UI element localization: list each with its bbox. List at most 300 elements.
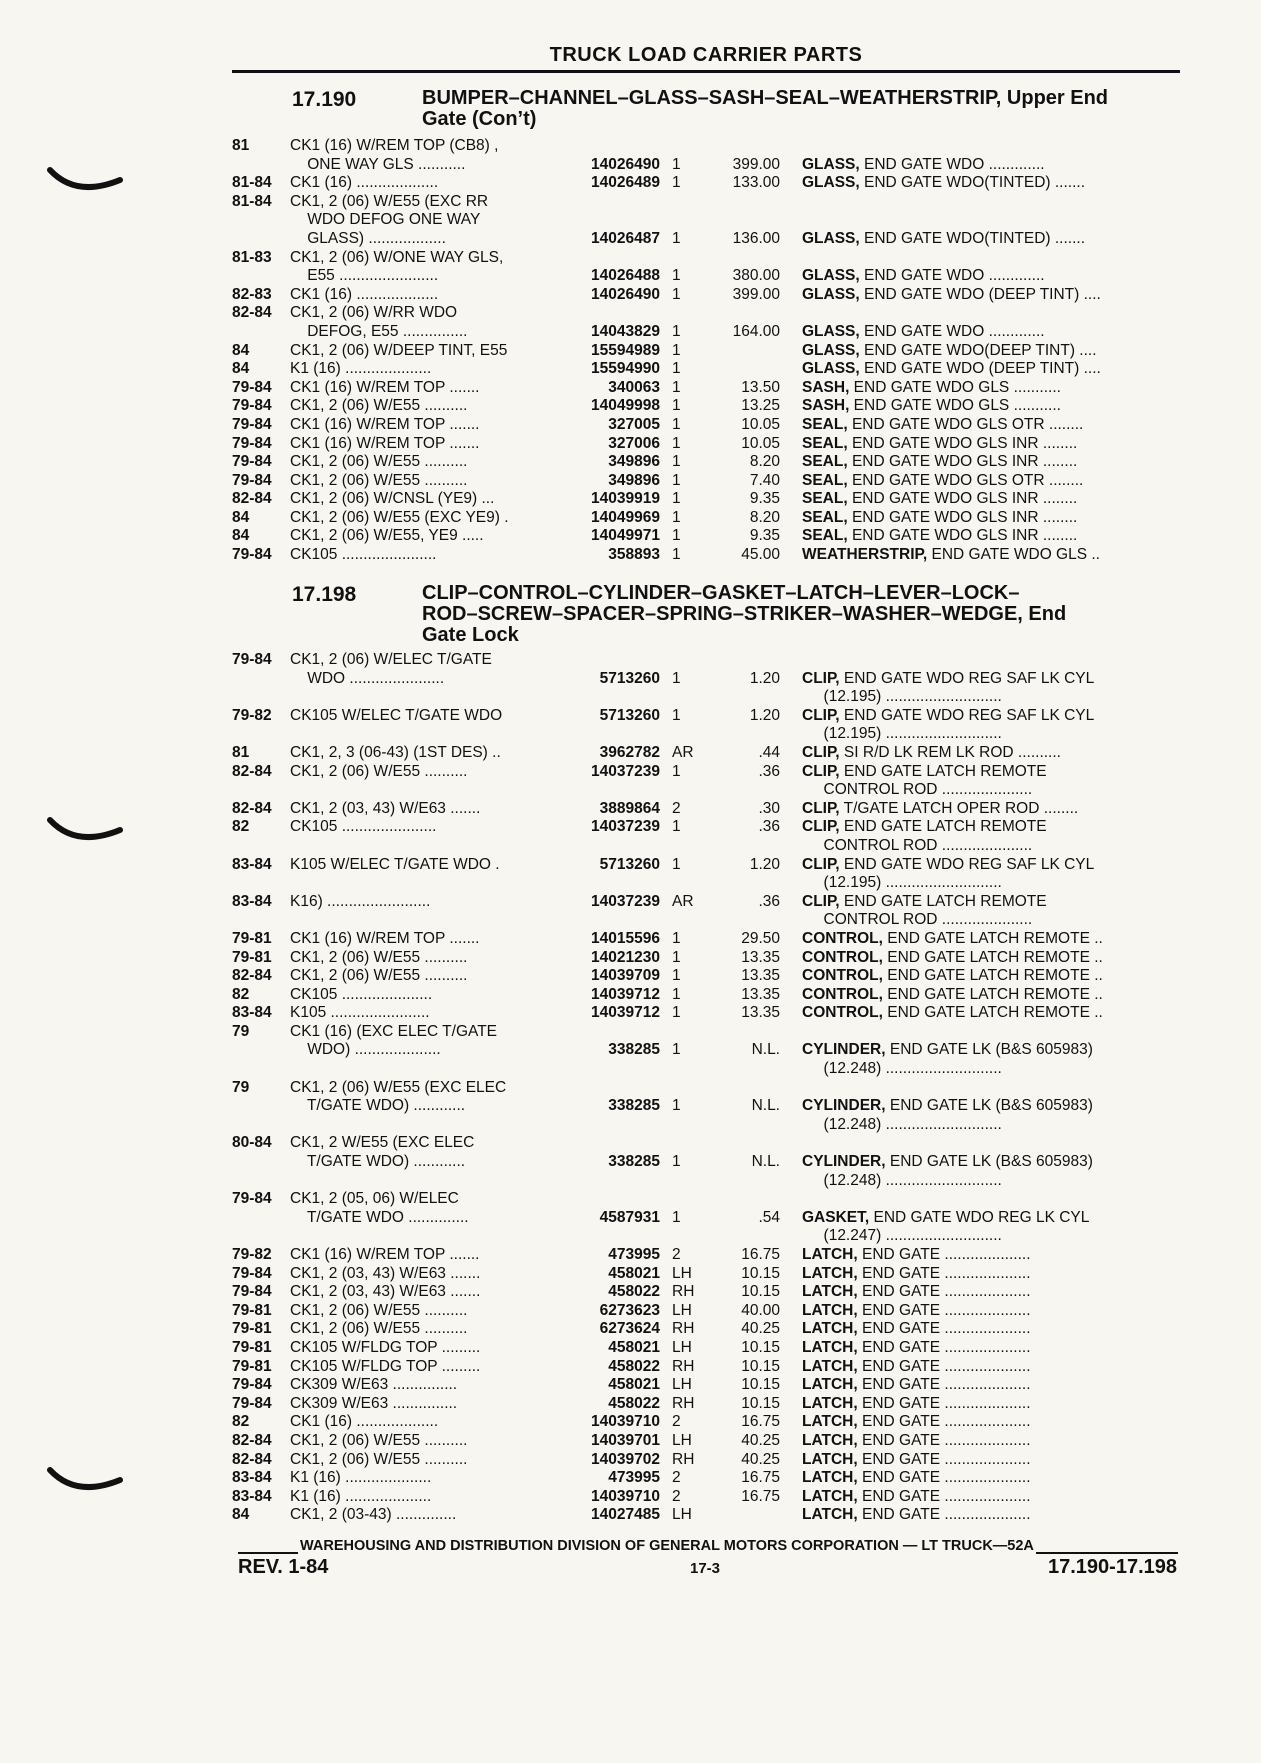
table-row [232, 725, 1192, 744]
description-detail: END GATE .................... [857, 1506, 1031, 1524]
description-part-name: LATCH, [802, 1357, 858, 1375]
price-cell: 13.25 [741, 397, 780, 415]
description-part-name: CLIP, [802, 706, 840, 724]
description-detail: (12.247) ........................... [802, 1227, 1002, 1245]
part-number-cell: 14021230 [591, 948, 660, 966]
part-number-cell: 458022 [608, 1394, 660, 1412]
part-number-cell: 458022 [608, 1283, 660, 1301]
quantity-cell: RH [672, 1450, 695, 1468]
model-year-cell: 81-83 [232, 248, 272, 266]
part-number-cell: 15594989 [591, 341, 660, 359]
application-cell: CK105 W/FLDG TOP ......... [290, 1338, 481, 1356]
model-year-cell: 79-84 [232, 1283, 272, 1301]
table-row [232, 397, 1192, 416]
model-year-cell: 83-84 [232, 1469, 272, 1487]
application-cell: CK1 (16) W/REM TOP ....... [290, 415, 480, 433]
description-detail: (12.195) ........................... [802, 688, 1002, 706]
price-cell: 1.20 [749, 669, 780, 687]
price-cell: 13.35 [741, 948, 780, 966]
table-row [232, 360, 1192, 379]
price-cell: 9.35 [749, 490, 780, 508]
price-cell: 10.05 [741, 415, 780, 433]
model-year-cell: 81-84 [232, 174, 272, 192]
price-cell: 399.00 [732, 285, 780, 303]
footer-division-line [238, 1538, 1178, 1554]
application-cell: CK1 (16) ................... [290, 1413, 439, 1431]
application-cell: CK1, 2 (06) W/E55 .......... [290, 948, 468, 966]
quantity-cell: 1 [672, 490, 681, 508]
model-year-cell: 79-84 [232, 1190, 272, 1208]
description-detail: END GATE WDO GLS INR ........ [847, 490, 1078, 508]
application-cell: CK105 W/FLDG TOP ......... [290, 1357, 481, 1375]
model-year-cell: 79-81 [232, 948, 272, 966]
quantity-cell: 1 [672, 1004, 681, 1022]
application-cell: CK1 (16) W/REM TOP (CB8) , [290, 137, 499, 154]
revision-label: REV. 1-84 [238, 1556, 329, 1578]
model-year-cell: 84 [232, 527, 250, 545]
description-part-name: GLASS, [802, 267, 860, 285]
description-cell [780, 174, 1150, 193]
description-cell [780, 1320, 1150, 1339]
table-row [232, 1190, 1192, 1209]
table-row [232, 527, 1192, 546]
part-number-cell: 14039919 [591, 490, 660, 508]
model-year-cell: 82-84 [232, 1431, 272, 1449]
description-part-name: CYLINDER, [802, 1153, 886, 1171]
part-number-cell: 14043829 [591, 322, 660, 340]
part-number-cell: 338285 [608, 1153, 660, 1171]
part-number-cell: 14039701 [591, 1431, 660, 1449]
quantity-cell: 1 [672, 229, 681, 247]
description-part-name: CLIP, [802, 762, 840, 780]
description-detail: END GATE .................... [857, 1357, 1031, 1375]
description-cell [780, 1469, 1150, 1488]
price-cell: 16.75 [741, 1469, 780, 1487]
price-cell: N.L. [751, 1097, 780, 1115]
application-cell: CK1 (16) W/REM TOP ....... [290, 378, 480, 396]
description-detail: END GATE WDO ............. [859, 322, 1045, 340]
application-cell: T/GATE WDO) ............ [290, 1153, 466, 1171]
description-part-name: LATCH, [802, 1264, 858, 1282]
model-year-cell: 82 [232, 1413, 250, 1431]
description-cell [780, 1246, 1150, 1265]
part-number-cell: 15594990 [591, 360, 660, 378]
price-cell: 40.00 [741, 1301, 780, 1319]
description-detail: END GATE WDO(TINTED) ....... [859, 174, 1086, 192]
application-cell: CK1, 2 (06) W/E55 (EXC RR [290, 192, 489, 210]
application-cell: CK1, 2 (05, 06) W/ELEC [290, 1190, 459, 1208]
price-cell: .44 [758, 743, 780, 761]
application-cell: GLASS) .................. [290, 229, 446, 247]
price-cell: 10.15 [741, 1283, 780, 1301]
quantity-cell: LH [672, 1431, 692, 1449]
table-row [232, 1265, 1192, 1284]
table-row [232, 1302, 1192, 1321]
description-cell [780, 156, 1150, 175]
part-number-cell: 14026489 [591, 174, 660, 192]
part-number-cell: 3889864 [599, 799, 660, 817]
application-cell: CK1, 2 (06) W/CNSL (YE9) ... [290, 490, 495, 508]
description-detail: END GATE WDO GLS ........... [849, 378, 1061, 396]
quantity-cell: 1 [672, 929, 681, 947]
price-cell: 16.75 [741, 1246, 780, 1263]
quantity-cell: AR [672, 892, 694, 910]
table-row [232, 1469, 1192, 1488]
part-number-cell: 14026488 [591, 267, 660, 285]
description-part-name: CYLINDER, [802, 1097, 886, 1115]
table-row [232, 267, 1192, 286]
price-cell: .36 [758, 818, 780, 836]
description-detail: END GATE .................... [857, 1450, 1031, 1468]
model-year-cell: 79-81 [232, 1301, 272, 1319]
description-cell [780, 856, 1150, 875]
description-cell [780, 1209, 1150, 1228]
quantity-cell: LH [672, 1376, 692, 1394]
application-cell: CK1, 2 (06) W/E55, YE9 ..... [290, 527, 484, 545]
table-row [232, 453, 1192, 472]
table-row [232, 490, 1192, 509]
price-cell: 7.40 [749, 471, 780, 489]
quantity-cell: RH [672, 1320, 695, 1338]
description-part-name: CONTROL, [802, 948, 883, 966]
price-cell: 164.00 [732, 322, 780, 340]
description-detail: END GATE .................... [857, 1301, 1031, 1319]
application-cell: CK1, 2 (06) W/E55 .......... [290, 762, 468, 780]
description-detail: END GATE WDO GLS INR ........ [847, 527, 1078, 545]
page-title: TRUCK LOAD CARRIER PARTS [549, 44, 863, 66]
quantity-cell: 1 [672, 360, 681, 378]
model-year-cell: 79 [232, 1078, 250, 1096]
application-cell: WDO ...................... [290, 669, 445, 687]
quantity-cell: LH [672, 1301, 692, 1319]
price-cell: .30 [758, 799, 780, 817]
part-number-cell: 458021 [608, 1338, 660, 1356]
price-cell: 9.35 [749, 527, 780, 545]
part-number-cell: 14039709 [591, 967, 660, 985]
description-cell [780, 435, 1150, 454]
application-cell: CK1, 2 (03, 43) W/E63 ....... [290, 1283, 481, 1301]
price-cell: 10.15 [741, 1357, 780, 1375]
table-row [232, 546, 1192, 565]
description-detail: END GATE LATCH REMOTE [839, 762, 1047, 780]
description-part-name: CONTROL, [802, 967, 883, 985]
price-cell: 10.05 [741, 434, 780, 452]
table-row [232, 304, 1192, 323]
quantity-cell: 2 [672, 1413, 681, 1431]
description-detail: (12.248) ........................... [802, 1115, 1002, 1133]
description-part-name: GLASS, [802, 174, 860, 192]
table-row [232, 1209, 1192, 1228]
table-row [232, 1432, 1192, 1451]
model-year-cell: 79-84 [232, 1264, 272, 1282]
description-part-name: LATCH, [802, 1338, 858, 1356]
description-detail: END GATE WDO ............. [859, 155, 1045, 173]
quantity-cell: 1 [672, 397, 681, 415]
model-year-cell: 79-81 [232, 929, 272, 947]
description-cell [780, 1451, 1150, 1470]
section-range: 17.190-17.198 [1047, 1556, 1177, 1578]
model-year-cell: 79-84 [232, 651, 272, 668]
section-title [422, 583, 1182, 646]
description-cell [780, 1004, 1150, 1023]
description-part-name: GLASS, [802, 322, 860, 340]
description-cell [780, 1395, 1150, 1414]
description-detail: END GATE .................... [857, 1376, 1031, 1394]
description-cell [780, 781, 1150, 800]
table-row [232, 1376, 1192, 1395]
description-cell [780, 1488, 1150, 1507]
application-cell: CK1, 2 (03-43) .............. [290, 1506, 457, 1524]
description-cell [780, 1506, 1150, 1525]
section-title-line: Gate Lock [422, 624, 519, 646]
description-part-name: GLASS, [802, 155, 860, 173]
table-row [232, 837, 1192, 856]
model-year-cell: 82-84 [232, 304, 272, 322]
description-detail: END GATE LATCH REMOTE .. [882, 1004, 1103, 1022]
table-row [232, 781, 1192, 800]
price-cell: 40.25 [741, 1431, 780, 1449]
description-cell [780, 509, 1150, 528]
table-row [232, 1060, 1192, 1079]
description-cell [780, 1097, 1150, 1116]
model-year-cell: 79 [232, 1022, 250, 1040]
part-number-cell: 3962782 [599, 743, 660, 761]
application-cell: CK1, 2 (06) W/ONE WAY GLS, [290, 248, 504, 266]
description-detail: END GATE WDO(TINTED) ....... [859, 229, 1086, 247]
model-year-cell: 79-84 [232, 1376, 272, 1394]
parts-table [232, 651, 1192, 1525]
model-year-cell: 82 [232, 985, 250, 1003]
application-cell: CK1 (16) W/REM TOP ....... [290, 1246, 480, 1263]
description-part-name: CYLINDER, [802, 1041, 886, 1059]
table-row [232, 1339, 1192, 1358]
table-row [232, 193, 1192, 212]
description-cell [780, 893, 1150, 912]
description-detail: T/GATE LATCH OPER ROD ........ [839, 799, 1079, 817]
table-row [232, 763, 1192, 782]
application-cell: WDO) .................... [290, 1041, 441, 1059]
application-cell: CK1, 2 (06) W/E55 .......... [290, 1320, 468, 1338]
description-part-name: LATCH, [802, 1450, 858, 1468]
quantity-cell: RH [672, 1357, 695, 1375]
table-row [232, 986, 1192, 1005]
model-year-cell: 84 [232, 341, 250, 359]
quantity-cell: 1 [672, 527, 681, 545]
table-row [232, 1320, 1192, 1339]
model-year-cell: 79-82 [232, 706, 272, 724]
quantity-cell: 1 [672, 1097, 681, 1115]
application-cell: CK1, 2 (06) W/E55 .......... [290, 1301, 468, 1319]
model-year-cell: 81-84 [232, 192, 272, 210]
section-title-line: BUMPER–CHANNEL–GLASS–SASH–SEAL–WEATHERSTRIP, Upper End [422, 87, 1109, 109]
application-cell: CK1, 2 (06) W/E55 .......... [290, 1450, 468, 1468]
price-cell: 13.35 [741, 967, 780, 985]
description-cell [780, 707, 1150, 726]
price-cell: N.L. [751, 1153, 780, 1171]
description-cell [780, 1265, 1150, 1284]
description-cell [780, 342, 1150, 361]
price-cell: 1.20 [749, 706, 780, 724]
description-part-name: LATCH, [802, 1394, 858, 1412]
description-detail: END GATE WDO GLS INR ........ [847, 508, 1078, 526]
footer-rule [238, 1542, 298, 1554]
model-year-cell: 82-84 [232, 762, 272, 780]
model-year-cell: 84 [232, 360, 250, 378]
application-cell: K1 (16) .................... [290, 360, 432, 378]
price-cell: 1.20 [749, 855, 780, 873]
description-detail: END GATE LATCH REMOTE .. [882, 967, 1103, 985]
table-row [232, 949, 1192, 968]
table-row [232, 379, 1192, 398]
description-detail: (12.248) ........................... [802, 1060, 1002, 1078]
footer-rule [1036, 1542, 1178, 1554]
description-cell [780, 688, 1150, 707]
description-part-name: CLIP, [802, 818, 840, 836]
quantity-cell: 1 [672, 341, 681, 359]
description-detail: END GATE .................... [857, 1246, 1031, 1263]
application-cell: CK1, 2 (06) W/E55 .......... [290, 471, 468, 489]
description-cell [780, 1153, 1150, 1172]
quantity-cell: 2 [672, 1246, 681, 1263]
description-detail: CONTROL ROD ..................... [802, 911, 1033, 929]
table-row [232, 342, 1192, 361]
quantity-cell: 1 [672, 434, 681, 452]
description-cell [780, 490, 1150, 509]
part-number-cell: 338285 [608, 1097, 660, 1115]
application-cell: CK1, 2, 3 (06-43) (1ST DES) .. [290, 743, 501, 761]
price-cell: 10.15 [741, 1376, 780, 1394]
part-number-cell: 458021 [608, 1376, 660, 1394]
description-detail: END GATE .................... [857, 1469, 1031, 1487]
table-row [232, 670, 1192, 689]
model-year-cell: 84 [232, 1506, 250, 1524]
description-cell [780, 1227, 1150, 1246]
description-detail: END GATE WDO GLS INR ........ [847, 434, 1078, 452]
description-detail: END GATE .................... [857, 1413, 1031, 1431]
quantity-cell: 2 [672, 1469, 681, 1487]
description-part-name: LATCH, [802, 1487, 858, 1505]
description-detail: END GATE .................... [857, 1394, 1031, 1412]
model-year-cell: 83-84 [232, 892, 272, 910]
model-year-cell: 82-84 [232, 1450, 272, 1468]
binder-hole-mark [46, 812, 126, 852]
price-cell: .36 [758, 762, 780, 780]
application-cell: CK1, 2 (06) W/E55 .......... [290, 397, 468, 415]
description-cell [780, 267, 1150, 286]
table-row [232, 211, 1192, 230]
description-cell [780, 453, 1150, 472]
description-detail: END GATE WDO GLS INR ........ [847, 453, 1078, 471]
price-cell: 380.00 [732, 267, 780, 285]
table-row [232, 800, 1192, 819]
model-year-cell: 84 [232, 508, 250, 526]
price-cell: 16.75 [741, 1413, 780, 1431]
description-part-name: LATCH, [802, 1301, 858, 1319]
section-number: 17.190 [292, 88, 357, 111]
table-row [232, 744, 1192, 763]
table-row [232, 1079, 1192, 1098]
description-part-name: CLIP, [802, 669, 840, 687]
description-cell [780, 744, 1150, 763]
table-row [232, 911, 1192, 930]
description-detail: END GATE WDO GLS OTR ........ [847, 471, 1084, 489]
table-row [232, 1153, 1192, 1172]
part-number-cell: 14039712 [591, 1004, 660, 1022]
table-row [232, 688, 1192, 707]
application-cell: CK1 (16) W/REM TOP ....... [290, 434, 480, 452]
binder-hole-mark [46, 1462, 126, 1502]
part-number-cell: 14026490 [591, 285, 660, 303]
description-cell [780, 1376, 1150, 1395]
model-year-cell: 79-84 [232, 397, 272, 415]
price-cell: N.L. [751, 1041, 780, 1059]
description-cell [780, 1283, 1150, 1302]
description-detail: END GATE .................... [857, 1264, 1031, 1282]
table-row [232, 286, 1192, 305]
part-number-cell: 6273624 [599, 1320, 660, 1338]
quantity-cell: LH [672, 1506, 692, 1524]
description-part-name: WEATHERSTRIP, [802, 546, 928, 564]
model-year-cell: 82-84 [232, 967, 272, 985]
description-detail: END GATE WDO REG SAF LK CYL [839, 706, 1095, 724]
quantity-cell: 1 [672, 415, 681, 433]
quantity-cell: 1 [672, 453, 681, 471]
part-number-cell: 473995 [608, 1469, 660, 1487]
description-cell [780, 1172, 1150, 1191]
application-cell: K105 ....................... [290, 1004, 430, 1022]
application-cell: CK309 W/E63 ............... [290, 1394, 458, 1412]
part-number-cell: 358893 [608, 546, 660, 564]
table-row [232, 1451, 1192, 1470]
description-cell [780, 360, 1150, 379]
description-cell [780, 986, 1150, 1005]
application-cell: K105 W/ELEC T/GATE WDO . [290, 855, 500, 873]
quantity-cell: 1 [672, 855, 681, 873]
quantity-cell: 1 [672, 818, 681, 836]
application-cell: CK1, 2 (06) W/E55 .......... [290, 1431, 468, 1449]
description-cell [780, 725, 1150, 744]
model-year-cell: 79-84 [232, 453, 272, 471]
description-detail: END GATE WDO (DEEP TINT) .... [859, 360, 1101, 378]
description-part-name: GLASS, [802, 229, 860, 247]
application-cell: T/GATE WDO) ............ [290, 1097, 466, 1115]
application-cell: CK1 (16) W/REM TOP ....... [290, 929, 480, 947]
section-title [422, 88, 1182, 130]
part-number-cell: 4587931 [599, 1208, 660, 1226]
description-detail: END GATE .................... [857, 1487, 1031, 1505]
application-cell: CK1 (16) ................... [290, 285, 439, 303]
description-part-name: SEAL, [802, 415, 848, 433]
table-row [232, 1395, 1192, 1414]
table-row [232, 174, 1192, 193]
model-year-cell: 79-84 [232, 434, 272, 452]
model-year-cell: 82-84 [232, 490, 272, 508]
description-detail: END GATE LATCH REMOTE [839, 892, 1047, 910]
description-cell [780, 911, 1150, 930]
table-row [232, 874, 1192, 893]
quantity-cell: LH [672, 1338, 692, 1356]
quantity-cell: 1 [672, 471, 681, 489]
model-year-cell: 79-84 [232, 471, 272, 489]
table-row [232, 1227, 1192, 1246]
model-year-cell: 79-84 [232, 546, 272, 564]
description-detail: END GATE LATCH REMOTE .. [882, 985, 1103, 1003]
table-row [232, 1172, 1192, 1191]
description-detail: (12.248) ........................... [802, 1171, 1002, 1189]
description-cell [780, 800, 1150, 819]
section-title-line: ROD–SCREW–SPACER–SPRING–STRIKER–WASHER–WEDGE, End [422, 603, 1067, 625]
model-year-cell: 82-83 [232, 285, 272, 303]
